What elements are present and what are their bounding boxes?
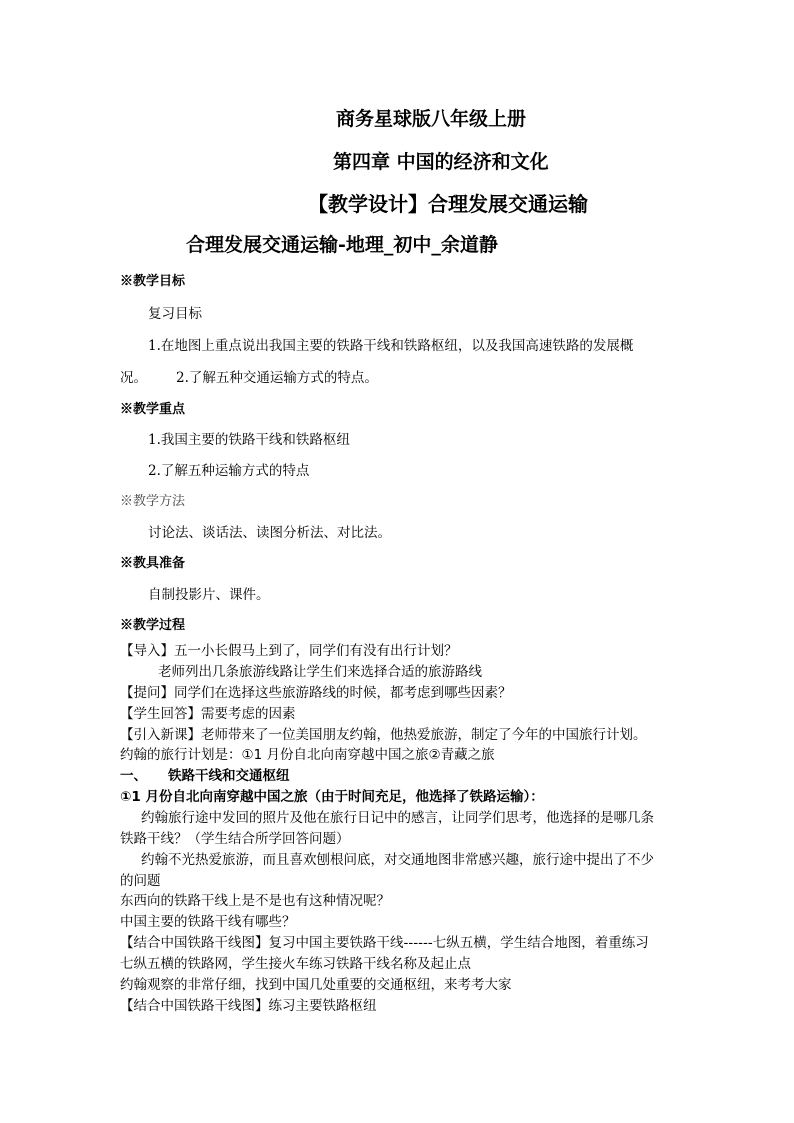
paragraph-4: 约翰观察的非常仔细，找到中国几处重要的交通枢纽，来考考大家 xyxy=(120,977,512,993)
chapter-title: 第四章 中国的经济和文化 xyxy=(333,151,549,173)
keypoint-item-2: 2.了解五种运输方式的特点 xyxy=(148,463,310,479)
objectives-heading: ※教学目标 xyxy=(120,274,186,289)
process-heading: ※教学过程 xyxy=(120,618,186,633)
methods-text: 讨论法、谈话法、读图分析法、对比法。 xyxy=(148,525,391,541)
question-line-2: 中国主要的铁路干线有哪些？ xyxy=(120,914,296,930)
process-line-2: 老师列出几条旅游线路让学生们来选择合适的旅游路线 xyxy=(158,664,482,680)
paragraph-1-line-1: 约翰旅行途中发回的照片及他在旅行日记中的感言，让同学们思考，他选择的是哪几条 xyxy=(141,810,654,826)
objective-item-1-cont: 况。 xyxy=(120,370,147,386)
process-line-5: 【引入新课】老师带来了一位美国朋友约翰，他热爱旅游，制定了今年的中国旅行计划。 xyxy=(120,727,647,743)
textbook-title: 商务星球版八年级上册 xyxy=(336,108,527,130)
section-1-title: 铁路干线和交通枢纽 xyxy=(168,768,290,784)
process-line-6: 约翰的旅行计划是：①1 月份自北向南穿越中国之旅②青藏之旅 xyxy=(120,747,495,763)
paragraph-2-line-2: 的问题 xyxy=(120,873,161,889)
objectives-subheading: 复习目标 xyxy=(148,306,202,322)
tools-text: 自制投影片、课件。 xyxy=(148,587,270,603)
paragraph-5: 【结合中国铁路干线图】练习主要铁路枢纽 xyxy=(120,998,377,1014)
paragraph-3-line-1: 【结合中国铁路干线图】复习中国主要铁路干线------七纵五横，学生结合地图，着重练习 xyxy=(120,935,649,951)
process-line-1: 【导入】五一小长假马上到了，同学们有没有出行计划？ xyxy=(120,643,458,659)
objective-item-2: 2.了解五种交通运输方式的特点。 xyxy=(176,370,378,386)
question-line-1: 东西向的铁路干线上是不是也有这种情况呢？ xyxy=(120,893,390,909)
objective-item-1: 1.在地图上重点说出我国主要的铁路干线和铁路枢纽，以及我国高速铁路的发展概 xyxy=(148,338,634,354)
section-1-number: 一、 xyxy=(120,768,147,784)
process-line-4: 【学生回答】需要考虑的因素 xyxy=(120,706,296,722)
keypoint-item-1: 1.我国主要的铁路干线和铁路枢纽 xyxy=(148,432,350,448)
methods-heading: ※教学方法 xyxy=(120,494,186,509)
keypoints-heading: ※教学重点 xyxy=(120,402,186,417)
document-subtitle: 合理发展交通运输-地理_初中_余道静 xyxy=(186,234,498,256)
paragraph-1-line-2: 铁路干线？（学生结合所学回答问题） xyxy=(120,831,350,847)
lesson-title: 【教学设计】合理发展交通运输 xyxy=(308,192,588,216)
tools-heading: ※教具准备 xyxy=(120,556,186,571)
process-line-3: 【提问】同学们在选择这些旅游路线的时候，都考虑到哪些因素？ xyxy=(120,685,512,701)
paragraph-2-line-1: 约翰不光热爱旅游，而且喜欢刨根问底，对交通地图非常感兴趣，旅行途中提出了不少 xyxy=(141,852,654,868)
subsection-1-title: ①1 月份自北向南穿越中国之旅（由于时间充足，他选择了铁路运输）： xyxy=(120,789,544,805)
paragraph-3-line-2: 七纵五横的铁路网，学生接火车练习铁路干线名称及起止点 xyxy=(120,956,471,972)
